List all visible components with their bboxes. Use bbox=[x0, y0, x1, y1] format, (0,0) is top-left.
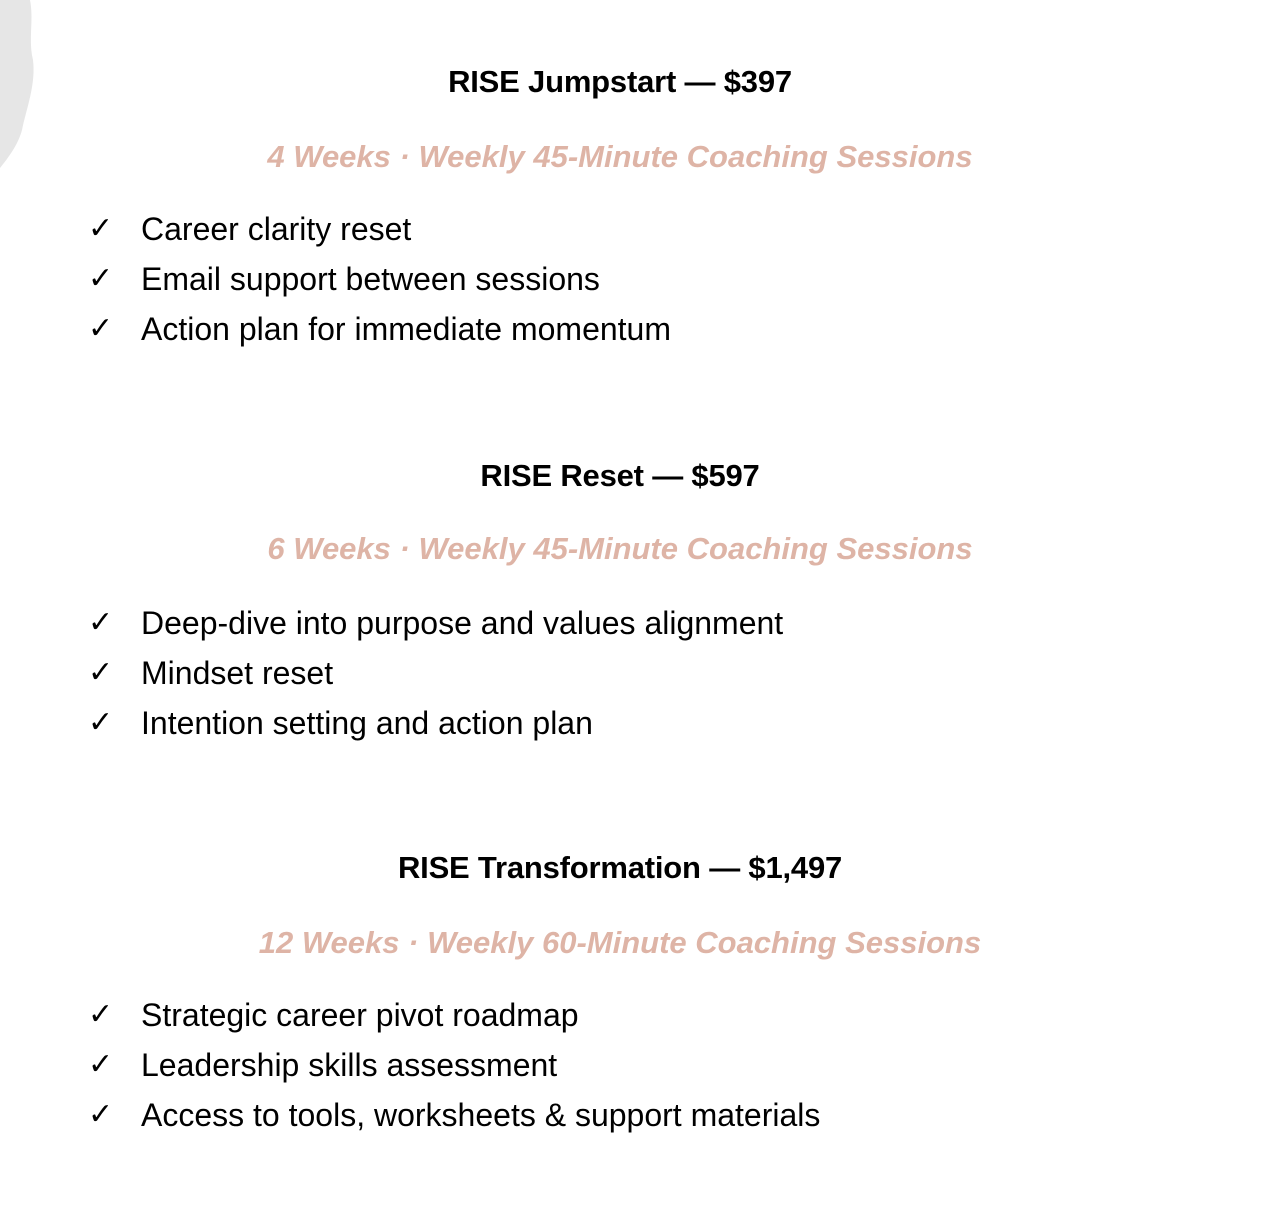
package-subtitle: 6 Weeks · Weekly 45-Minute Coaching Sessions bbox=[267, 531, 973, 566]
feature-text: Access to tools, worksheets & support materials bbox=[141, 1096, 821, 1133]
check-icon: ✓ bbox=[88, 211, 114, 246]
feature-text: Strategic career pivot roadmap bbox=[141, 996, 579, 1033]
check-icon: ✓ bbox=[88, 655, 114, 690]
list-item bbox=[88, 254, 671, 304]
package-title: RISE Transformation — $1,497 bbox=[397, 850, 843, 885]
check-icon: ✓ bbox=[88, 311, 114, 346]
feature-text: Mindset reset bbox=[141, 654, 334, 691]
list-item bbox=[88, 204, 671, 254]
list-item bbox=[88, 990, 820, 1040]
check-icon: ✓ bbox=[88, 1047, 114, 1082]
feature-text: Action plan for immediate momentum bbox=[141, 310, 671, 347]
package-title: RISE Reset — $597 bbox=[480, 458, 760, 493]
feature-list bbox=[88, 598, 783, 748]
check-icon: ✓ bbox=[88, 605, 114, 640]
check-icon: ✓ bbox=[88, 261, 114, 296]
feature-list bbox=[88, 204, 671, 354]
feature-text: Email support between sessions bbox=[141, 260, 600, 297]
feature-text: Intention setting and action plan bbox=[141, 704, 593, 741]
check-icon: ✓ bbox=[88, 1097, 114, 1132]
feature-text: Leadership skills assessment bbox=[141, 1046, 558, 1083]
check-icon: ✓ bbox=[88, 997, 114, 1032]
package-subtitle: 12 Weeks · Weekly 60-Minute Coaching Sessions bbox=[258, 925, 982, 960]
feature-text: Deep-dive into purpose and values alignment bbox=[141, 604, 784, 641]
package-title: RISE Jumpstart — $397 bbox=[448, 64, 792, 99]
list-item bbox=[88, 1040, 820, 1090]
list-item bbox=[88, 1090, 820, 1140]
list-item bbox=[88, 304, 671, 354]
check-icon: ✓ bbox=[88, 705, 114, 740]
feature-list bbox=[88, 990, 820, 1140]
list-item bbox=[88, 598, 783, 648]
feature-text: Career clarity reset bbox=[141, 210, 412, 247]
list-item bbox=[88, 648, 783, 698]
package-subtitle: 4 Weeks · Weekly 45-Minute Coaching Sessions bbox=[267, 139, 973, 174]
list-item bbox=[88, 698, 783, 748]
